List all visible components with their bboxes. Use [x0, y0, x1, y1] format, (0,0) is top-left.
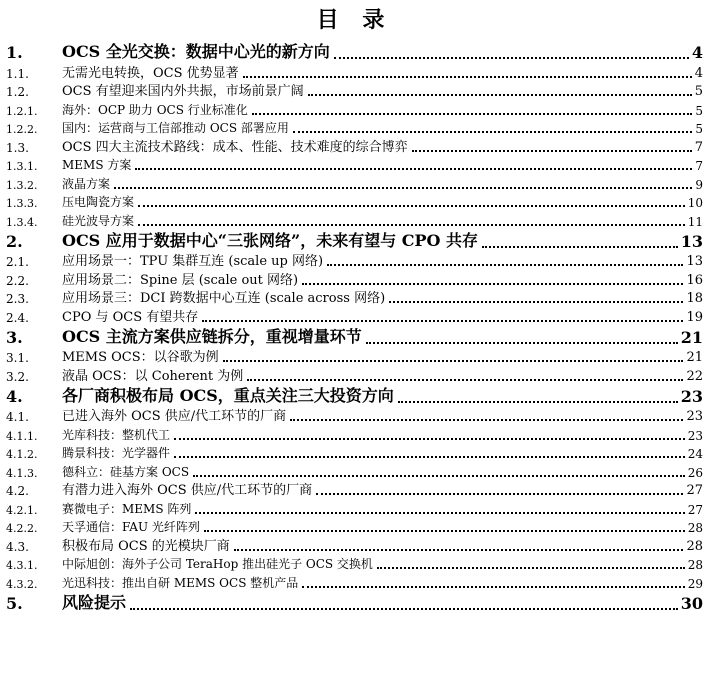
dot-leader: [252, 112, 693, 115]
toc-entry-page[interactable]: 19: [686, 309, 703, 325]
toc-entry-label[interactable]: 无需光电转换，OCS 优势显著: [62, 65, 239, 81]
dot-leader: [174, 455, 685, 458]
toc-entry-label[interactable]: 应用场景一：TPU 集群互连 (scale up 网络): [62, 254, 324, 269]
toc-entry-label[interactable]: 压电陶瓷方案: [62, 195, 135, 209]
toc-entry[interactable]: [0, 192, 709, 211]
toc-entry[interactable]: [0, 155, 709, 174]
dot-leader: [377, 566, 685, 569]
toc-entry-label[interactable]: 国内：运营商与工信部推动 OCS 部署应用: [62, 121, 289, 135]
toc-entry-label[interactable]: 天孚通信：FAU 光纤阵列: [62, 520, 200, 534]
toc-entry-number: 1.3.2.: [6, 178, 38, 192]
toc-entry-page[interactable]: 18: [686, 291, 703, 306]
toc-entry-label[interactable]: CPO 与 OCS 有望共存: [62, 309, 199, 325]
dot-leader: [202, 319, 683, 322]
dot-leader: [130, 607, 678, 610]
dot-leader: [247, 378, 683, 381]
toc-entry-number: 2.4.: [6, 310, 29, 325]
toc-entry-label[interactable]: 应用场景二：Spine 层 (scale out 网络): [62, 272, 299, 288]
toc-entry[interactable]: [0, 517, 709, 536]
toc-entry-label[interactable]: 赛微电子：MEMS 阵列: [62, 501, 192, 516]
toc-entry-page[interactable]: 22: [686, 368, 703, 384]
toc-entry-number: 4.2.2.: [6, 522, 38, 535]
toc-entry-number: 1.2.1.: [6, 104, 38, 118]
dot-leader: [482, 245, 678, 248]
toc-entry-page[interactable]: 7: [695, 159, 703, 173]
toc-entry[interactable]: [0, 229, 709, 251]
toc-entry-page[interactable]: 23: [686, 409, 703, 424]
dot-leader: [234, 548, 684, 551]
toc-entry-number: 3.1.: [6, 351, 29, 365]
dot-leader: [204, 529, 685, 532]
toc-entry-number: 4.1.1.: [6, 429, 38, 443]
toc-entry-number: 2.: [6, 231, 23, 251]
toc-entry-page[interactable]: 30: [680, 593, 703, 613]
toc-entry[interactable]: [0, 306, 709, 325]
toc-entry-page[interactable]: 28: [687, 521, 703, 535]
toc-entry-page[interactable]: 9: [695, 177, 703, 192]
toc-entry[interactable]: [0, 406, 709, 425]
toc-entry[interactable]: [0, 591, 709, 613]
toc-entry-page[interactable]: 13: [680, 231, 703, 251]
dot-leader: [138, 223, 685, 226]
toc-entry-page[interactable]: 27: [687, 502, 703, 517]
toc-entry-page[interactable]: 29: [687, 576, 703, 591]
toc-entry-number: 4.1.: [6, 410, 29, 424]
toc-entry[interactable]: [0, 118, 709, 137]
toc-entry-number: 2.1.: [6, 255, 29, 269]
toc-entry-page[interactable]: 23: [687, 428, 703, 443]
toc-entry-page[interactable]: 21: [686, 350, 703, 365]
dot-leader: [174, 437, 685, 440]
dot-leader: [243, 75, 692, 78]
toc-entry[interactable]: [0, 347, 709, 366]
toc-entry-number: 2.2.: [6, 273, 29, 288]
toc-entry-label[interactable]: 已进入海外 OCS 供应/代工环节的厂商: [62, 409, 287, 424]
toc-entry-page[interactable]: 21: [680, 327, 703, 347]
dot-leader: [334, 56, 689, 59]
dot-leader: [302, 585, 684, 588]
toc-entry-label[interactable]: 液晶方案: [62, 176, 111, 191]
toc-entry-label[interactable]: 液晶 OCS：以 Coherent 为例: [62, 368, 244, 384]
toc-entry-number: 2.3.: [6, 292, 29, 306]
toc-entry-label[interactable]: MEMS 方案: [62, 158, 132, 172]
toc-entry[interactable]: [0, 365, 709, 384]
toc-entry-page[interactable]: 11: [687, 214, 703, 229]
toc-entry-page[interactable]: 23: [680, 386, 703, 406]
toc-entry-page[interactable]: 28: [687, 558, 703, 572]
dot-leader: [302, 282, 683, 285]
toc-entry[interactable]: [0, 210, 709, 229]
toc-entry[interactable]: [0, 99, 709, 118]
toc-entry-number: 4.: [6, 386, 23, 406]
toc-entry[interactable]: [0, 269, 709, 288]
toc-entry[interactable]: [0, 554, 709, 573]
toc-entry-label[interactable]: 各厂商积极布局 OCS，重点关注三大投资方向: [62, 385, 394, 405]
dot-leader: [327, 263, 683, 266]
toc-entry[interactable]: [0, 443, 709, 462]
toc-entry-number: 1.3.1.: [6, 160, 38, 173]
toc-entry-label[interactable]: 风险提示: [62, 592, 127, 612]
toc-entry[interactable]: [0, 325, 709, 347]
toc-entry-page[interactable]: 13: [686, 254, 703, 269]
toc-title: 目 录: [316, 7, 393, 33]
toc-entry-page[interactable]: 5: [695, 122, 703, 136]
toc-entry-number: 1.2.: [6, 85, 29, 99]
toc-entry-label[interactable]: 光迅科技：推出自研 MEMS OCS 整机产品: [62, 575, 299, 590]
toc-entry[interactable]: [0, 40, 709, 62]
dot-leader: [316, 492, 683, 495]
toc-entry[interactable]: [0, 136, 709, 155]
toc-entry-label[interactable]: OCS 主流方案供应链拆分，重视增量环节: [62, 326, 362, 346]
toc-entry-number: 1.2.2.: [6, 123, 38, 136]
toc-entry-label[interactable]: 积极布局 OCS 的光模块厂商: [62, 538, 230, 554]
toc-entry-label[interactable]: OCS 全光交换：数据中心光的新方向: [62, 42, 330, 61]
dot-leader: [223, 359, 684, 362]
toc-entry-label[interactable]: 光库科技：整机代工: [62, 427, 171, 442]
dot-leader: [293, 130, 692, 133]
toc-entry-number: 3.2.: [6, 369, 29, 384]
toc-entry[interactable]: [0, 480, 709, 499]
toc-entry[interactable]: [0, 461, 709, 480]
toc-entry-page[interactable]: 4: [694, 65, 703, 81]
dot-leader: [398, 400, 678, 403]
dot-leader: [195, 511, 684, 514]
toc-entry-number: 1.3.4.: [6, 215, 38, 229]
toc-entry-number: 1.: [6, 43, 23, 62]
toc-entry[interactable]: [0, 424, 709, 443]
toc-entry-label[interactable]: OCS 四大主流技术路线：成本、性能、技术难度的综合博弈: [62, 139, 408, 155]
toc-entry-number: 5.: [6, 593, 23, 613]
toc-entry[interactable]: [0, 498, 709, 517]
toc-entry-number: 1.3.3.: [6, 197, 38, 210]
toc-entry-label[interactable]: 中际旭创：海外子公司 TeraHop 推出硅光子 OCS 交换机: [62, 557, 373, 571]
toc-entry-page[interactable]: 27: [686, 483, 703, 498]
dot-leader: [366, 341, 678, 344]
toc-entry-number: 4.2.: [6, 484, 29, 498]
toc-entry-label[interactable]: OCS 应用于数据中心“三张网络”，未来有望与 CPO 共存: [62, 230, 479, 250]
toc-entry-number: 1.1.: [6, 66, 29, 81]
toc-entry-number: 4.3.1.: [6, 559, 38, 572]
toc-entry-label[interactable]: 海外：OCP 助力 OCS 行业标准化: [62, 102, 248, 117]
toc-entry-label[interactable]: OCS 有望迎来国内外共振，市场前景广阔: [62, 84, 304, 99]
dot-leader: [193, 474, 685, 477]
toc-entry[interactable]: [0, 173, 709, 192]
toc-entry[interactable]: [0, 62, 709, 81]
toc-entry-number: 4.1.2.: [6, 448, 38, 461]
toc-entry-number: 4.3.: [6, 539, 29, 554]
toc-entry-number: 1.3.: [6, 140, 29, 155]
dot-leader: [135, 167, 692, 170]
dot-leader: [412, 149, 692, 152]
toc-entry-label[interactable]: 腾景科技：光学器件: [62, 446, 171, 460]
toc-entry[interactable]: [0, 572, 709, 591]
toc-entry-page[interactable]: 4: [691, 43, 703, 62]
toc-entry-label[interactable]: 德科立：硅基方案 OCS: [62, 464, 190, 479]
toc-entry-label[interactable]: MEMS OCS：以谷歌为例: [62, 350, 219, 365]
dot-leader: [389, 300, 683, 303]
dot-leader: [138, 204, 685, 207]
toc-entry-number: 4.1.3.: [6, 466, 38, 480]
dot-leader: [114, 186, 692, 189]
toc-entry[interactable]: [0, 81, 709, 100]
toc-entry-page[interactable]: 10: [687, 196, 703, 210]
toc-entry[interactable]: [0, 384, 709, 406]
toc-entry[interactable]: [0, 251, 709, 270]
toc-entry-label[interactable]: 有潜力进入海外 OCS 供应/代工环节的厂商: [62, 483, 313, 498]
toc-entry-label[interactable]: 应用场景三：DCI 跨数据中心互连 (scale across 网络): [62, 291, 386, 306]
toc-entry[interactable]: [0, 535, 709, 554]
toc-entry-page[interactable]: 24: [687, 447, 703, 461]
toc-entry-page[interactable]: 28: [686, 538, 703, 554]
toc-entry-page[interactable]: 5: [695, 103, 703, 118]
toc-entry[interactable]: [0, 288, 709, 307]
dot-leader: [308, 93, 692, 96]
toc-entry-page[interactable]: 7: [694, 139, 703, 155]
toc-entry-label[interactable]: 硅光波导方案: [62, 213, 135, 228]
toc-entry-page[interactable]: 26: [687, 465, 703, 480]
dot-leader: [290, 418, 683, 421]
toc-entry-number: 4.3.2.: [6, 577, 38, 591]
toc-entry-number: 4.2.1.: [6, 503, 38, 517]
toc-entry-page[interactable]: 16: [686, 272, 703, 288]
toc-entry-page[interactable]: 5: [694, 84, 703, 99]
toc-entry-number: 3.: [6, 327, 23, 347]
